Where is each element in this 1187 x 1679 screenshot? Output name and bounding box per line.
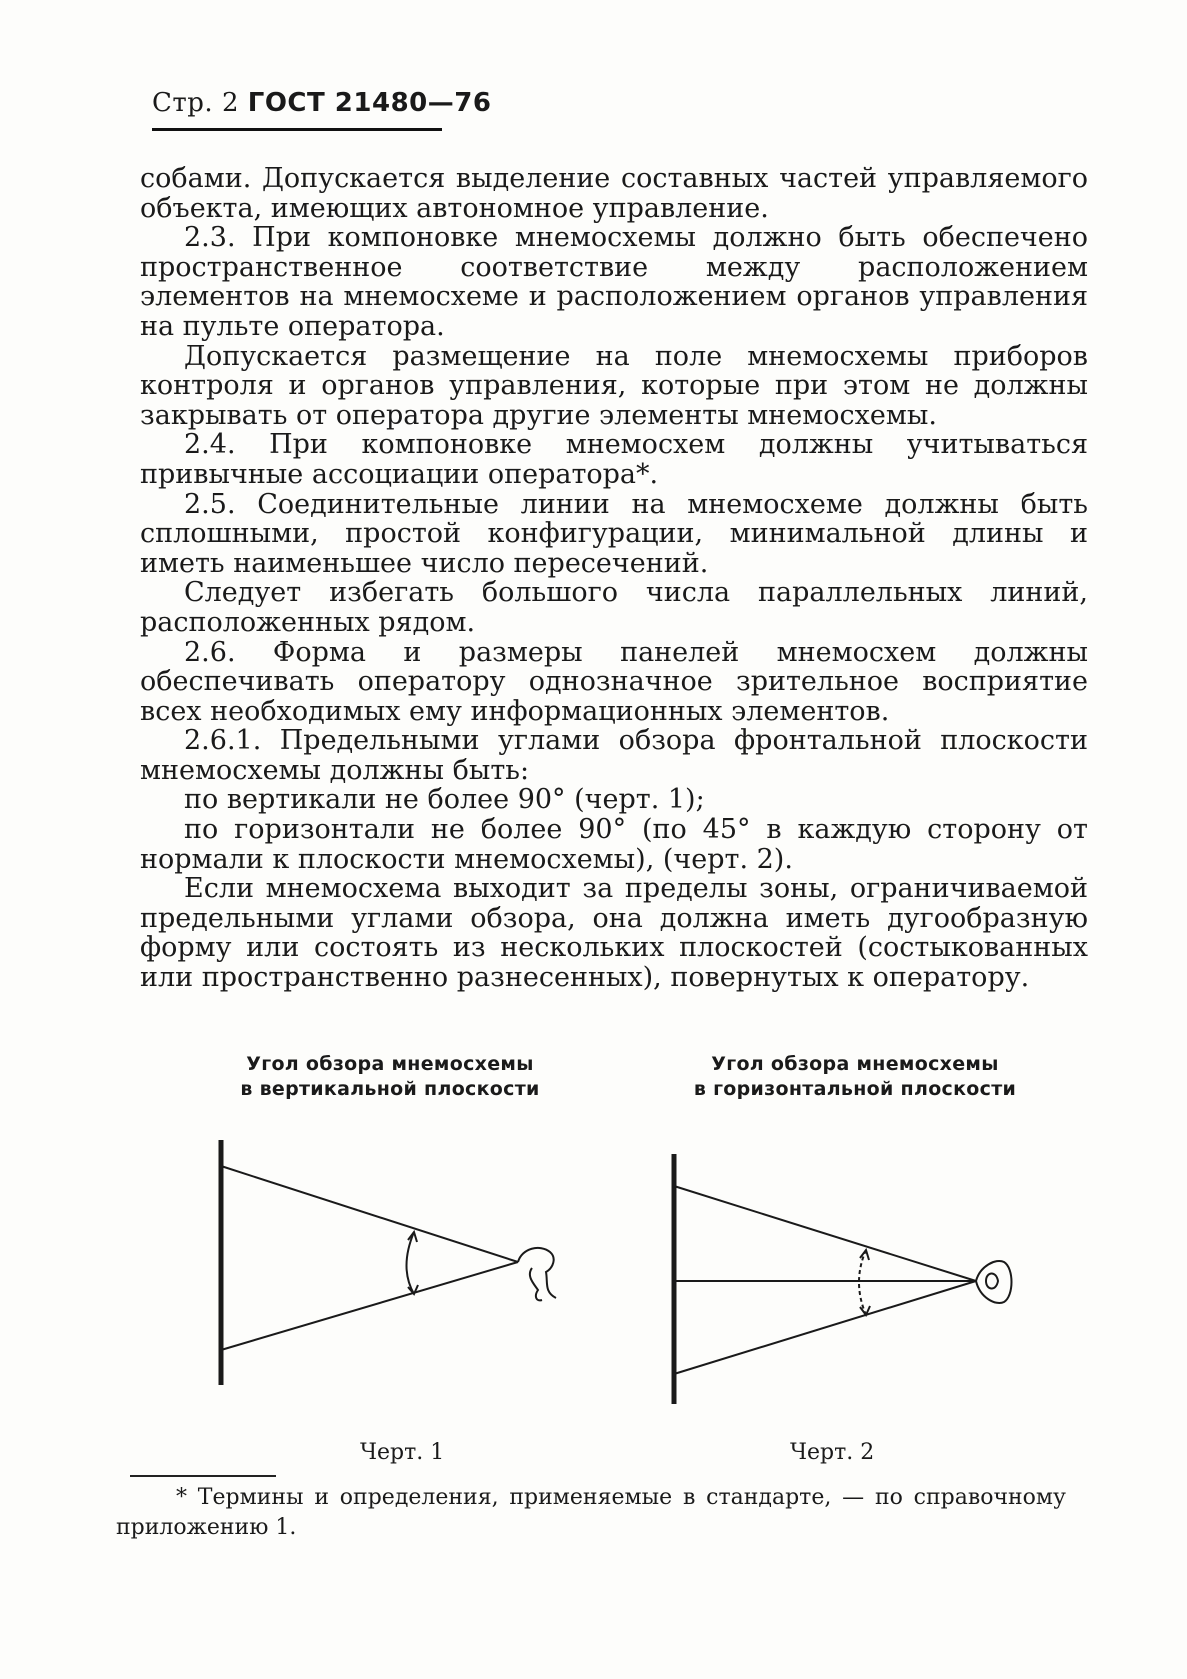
footnote-text: * Термины и определения, применяемые в стандарте, — по справочному приложению 1.	[116, 1485, 1066, 1540]
paragraph: по горизонтали не более 90° (по 45° в каждую сторону от нормали к плоскости мнемосхемы), (черт. 2).	[140, 814, 1088, 875]
figure2-caption-line: Угол обзора мнемосхемы	[711, 1053, 999, 1075]
figure2-diagram	[674, 1154, 1012, 1404]
figure1-label: Черт. 1	[360, 1440, 445, 1465]
figure2-operator-head-icon	[976, 1261, 1012, 1303]
figure1-upper-ray	[221, 1166, 518, 1262]
paragraph: Следует избегать большого числа параллельных линий, расположенных рядом.	[140, 577, 1088, 638]
figure1-caption-line: Угол обзора мнемосхемы	[246, 1053, 534, 1075]
paragraph: Допускается размещение на поле мнемосхемы приборов контроля и органов управления, которые при этом не должны закрывать от оператора другие элементы мнемосхемы.	[140, 340, 1088, 431]
standard-number: ГОСТ 21480—76	[247, 88, 492, 118]
figure2-angle-arc	[859, 1250, 866, 1315]
paragraph: 2.4. При компоновке мнемосхем должны учитываться привычные ассоциации оператора*.	[140, 429, 1088, 490]
figure1-angle-arc	[407, 1232, 415, 1294]
figure1-lower-ray	[221, 1262, 518, 1350]
paragraph: 2.6. Форма и размеры панелей мнемосхем должны обеспечивать оператору однозначное зрительное восприятие всех необходимых ему информационных элементов.	[140, 636, 1088, 727]
paragraph: 2.5. Соединительные линии на мнемосхеме должны быть сплошными, простой конфигурации, минимальной длины и иметь наименьшее число пересечений.	[140, 488, 1088, 579]
figure2-upper-ray	[674, 1186, 976, 1281]
paragraph: по вертикали не более 90° (черт. 1);	[184, 784, 705, 816]
paragraph: 2.3. При компоновке мнемосхемы должно быть обеспечено пространственное соответствие между расположением элементов на мнемосхеме и расположением органов управления на пульте оператора.	[140, 222, 1088, 342]
paragraph: собами. Допускается выделение составных частей управляемого объекта, имеющих автономное управление.	[140, 163, 1088, 224]
figure2-arrow-head	[860, 1250, 869, 1260]
figure2-label: Черт. 2	[790, 1440, 875, 1465]
figure1-operator-head-icon	[518, 1248, 556, 1300]
paragraph: Если мнемосхема выходит за пределы зоны, ограничиваемой предельными углами обзора, она должна иметь дугообразную форму или состоять из нескольких плоскостей (состыкованных или пространственно разнесенных), повернутых к оператору.	[140, 873, 1088, 994]
footnote-rule	[130, 1475, 276, 1477]
figure2-lower-ray	[674, 1281, 976, 1374]
figure1-diagram	[221, 1140, 556, 1385]
paragraph: 2.6.1. Предельными углами обзора фронтальной плоскости мнемосхемы должны быть:	[140, 725, 1088, 786]
figure2-caption-line: в горизонтальной плоскости	[693, 1078, 1017, 1100]
footnote	[116, 1483, 1066, 1543]
figure1-caption-line: в вертикальной плоскости	[240, 1078, 540, 1100]
page-number: Стр. 2	[152, 88, 239, 118]
